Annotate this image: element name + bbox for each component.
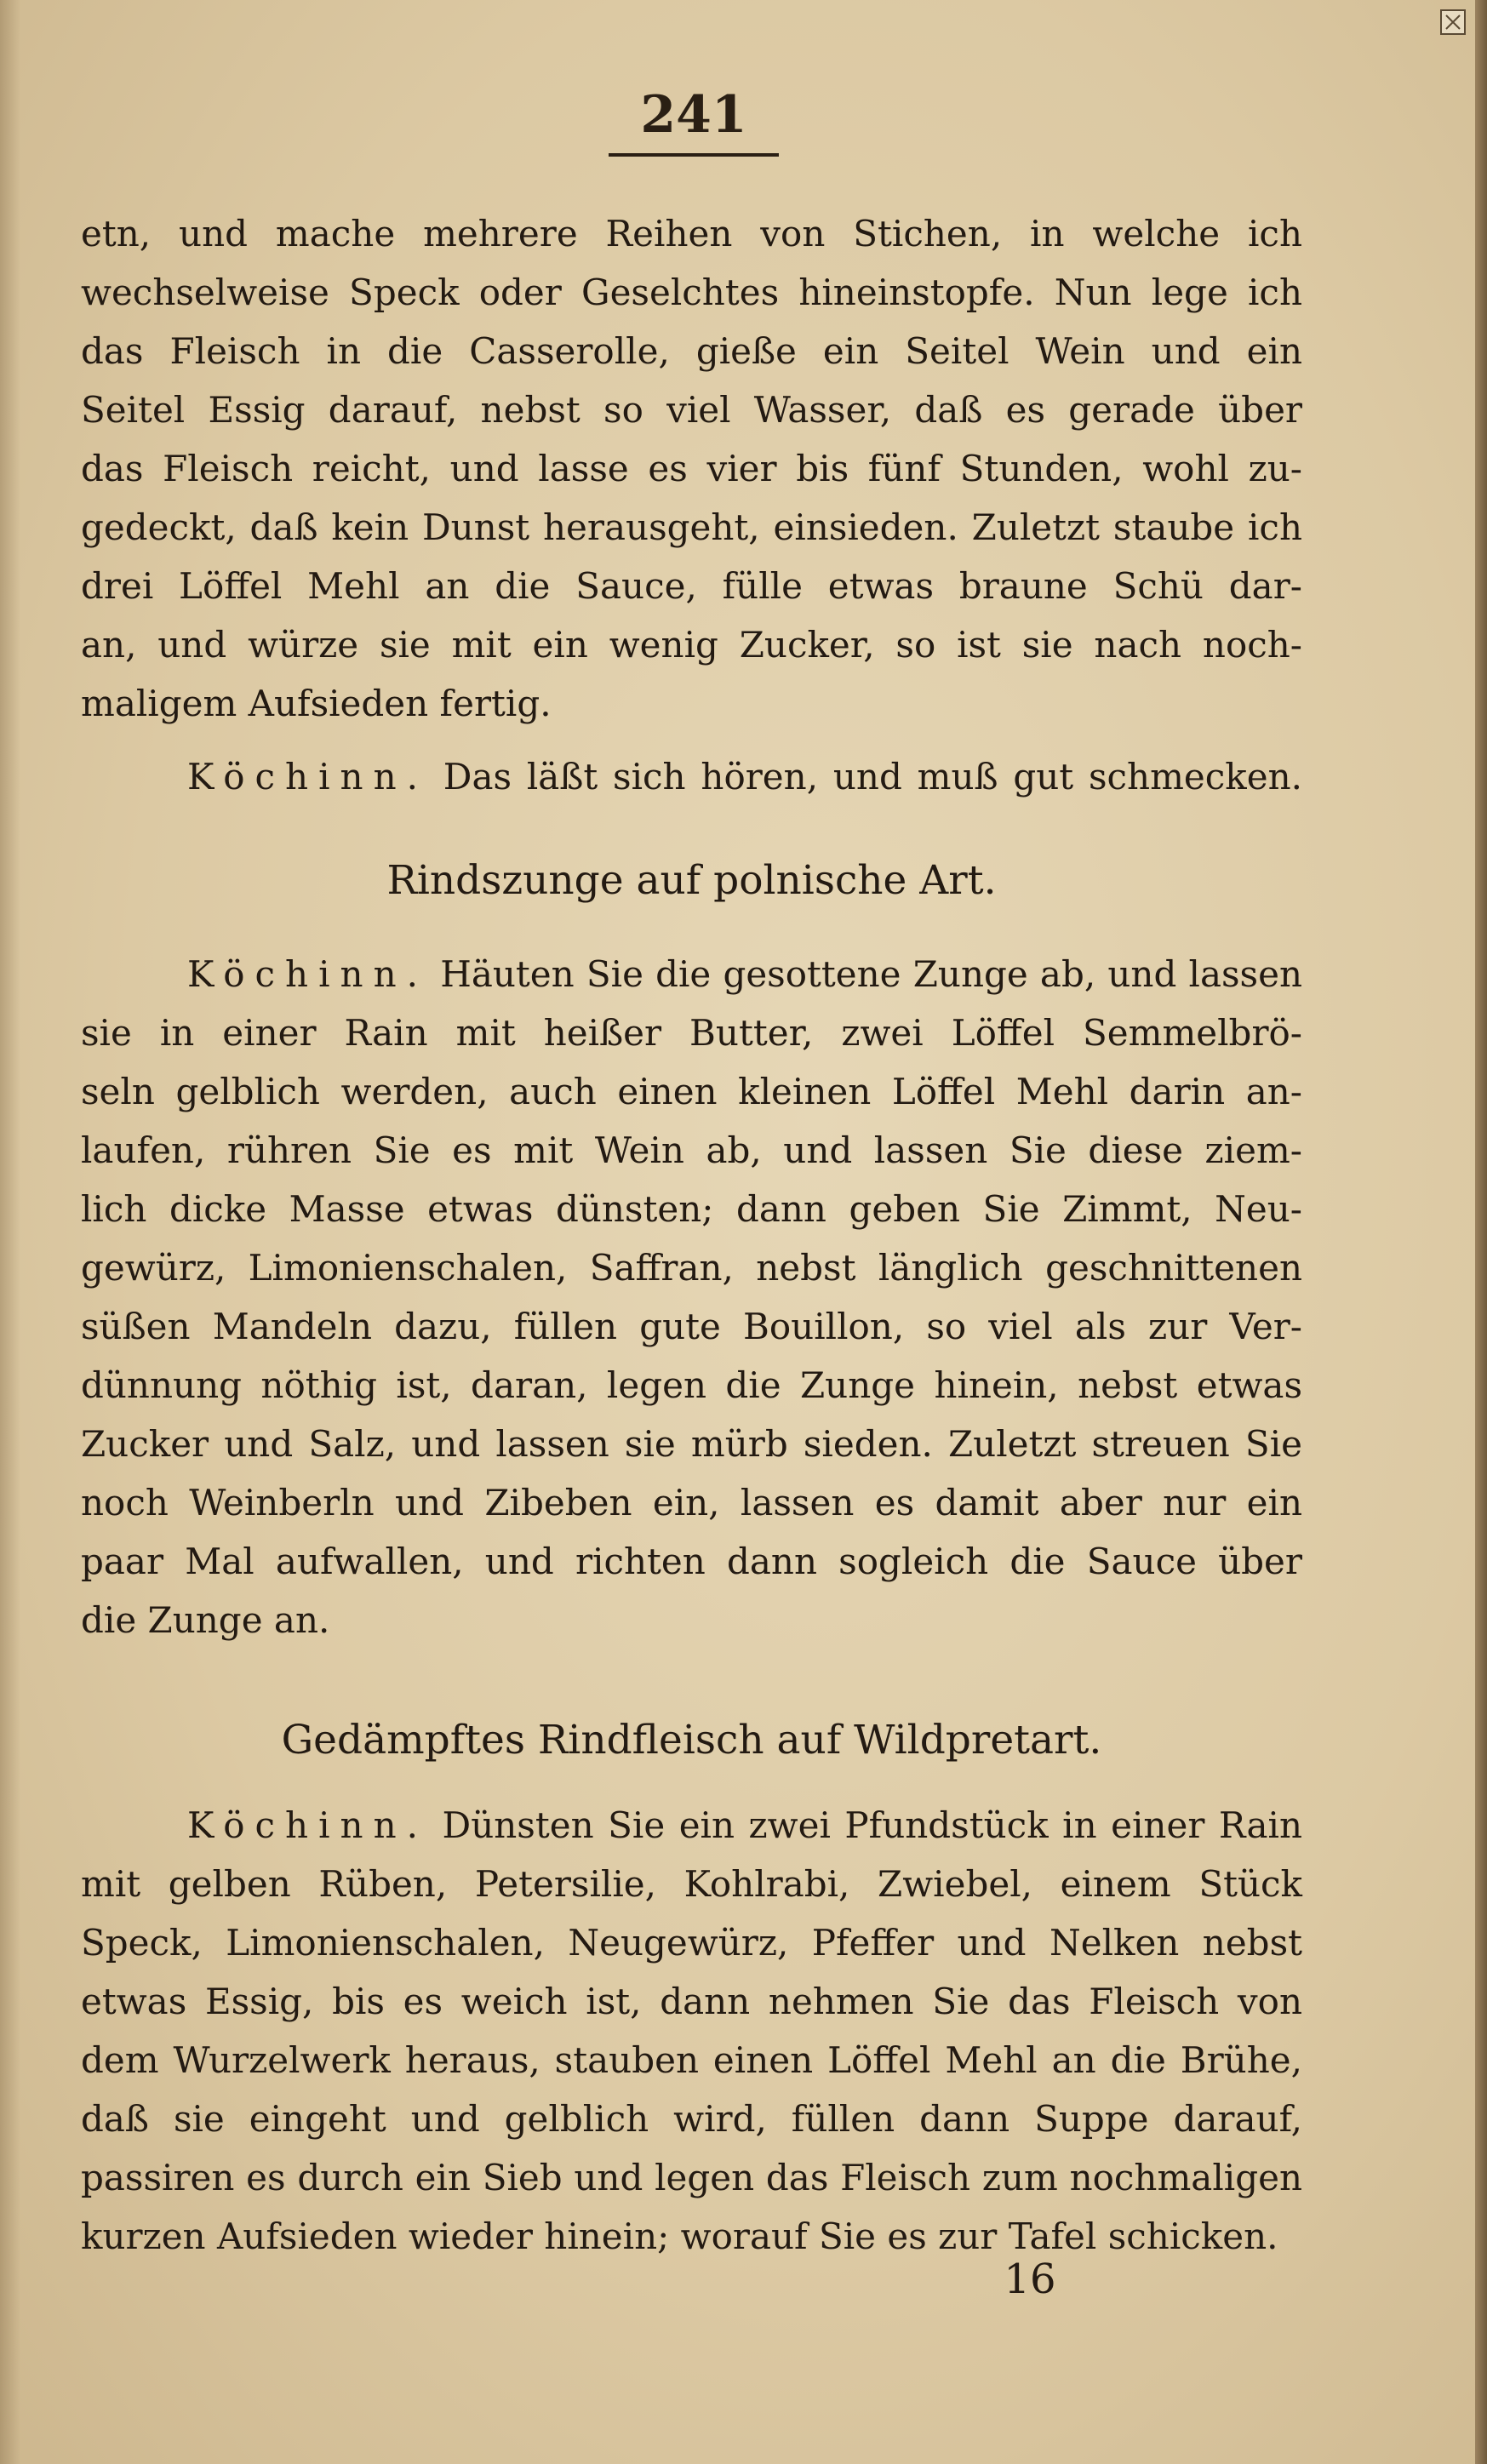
text-line: paar Mal aufwallen, und richten dann sogleich die Sauce über: [81, 1541, 1302, 1582]
page-number: 241: [640, 85, 747, 145]
first-line-text: Dünsten Sie ein zwei Pfundstück in einer Rain: [442, 1804, 1303, 1846]
text-line: seln gelblich werden, auch einen kleinen Löffel Mehl darin an-: [81, 1071, 1302, 1112]
text-line: sie in einer Rain mit heißer Butter, zwei Löffel Semmelbrö-: [81, 1012, 1302, 1054]
text-line: [81, 1796, 1302, 1855]
text-line: das Fleisch reicht, und lasse es vier bis fünf Stunden, wohl zu-: [81, 448, 1302, 489]
continuation-paragraph: [81, 204, 1302, 733]
text-line: das Fleisch in die Casserolle, gieße ein Seitel Wein und ein: [81, 330, 1302, 372]
reply-text: Das läßt sich hören, und muß gut schmecken.: [443, 756, 1302, 798]
speaker-label: Köchinn.: [187, 1804, 428, 1846]
text-line: an, und würze sie mit ein wenig Zucker, so ist sie nach noch-: [81, 624, 1302, 666]
text-line: passiren es durch ein Sieb und legen das Fleisch zum nochmaligen: [81, 2157, 1302, 2198]
text-line: dem Wurzelwerk heraus, stauben einen Löffel Mehl an die Brühe,: [81, 2039, 1302, 2081]
speaker-label: Köchinn.: [187, 756, 428, 798]
text-line: gedeckt, daß kein Dunst herausgeht, einsieden. Zuletzt staube ich: [81, 506, 1302, 548]
text-line: noch Weinberln und Zibeben ein, lassen es damit aber nur ein: [81, 1482, 1302, 1524]
text-line: daß sie eingeht und gelblich wird, füllen dann Suppe darauf,: [81, 2098, 1302, 2140]
text-line: etn, und mache mehrere Reihen von Stichen, in welche ich: [81, 213, 1302, 254]
text-line: Speck, Limonienschalen, Neugewürz, Pfeffer und Nelken nebst: [81, 1922, 1302, 1964]
text-line: drei Löffel Mehl an die Sauce, fülle etwas braune Schü dar-: [81, 565, 1302, 607]
text-line: laufen, rühren Sie es mit Wein ab, und lassen Sie diese ziem-: [81, 1129, 1302, 1171]
text-line: gewürz, Limonienschalen, Saffran, nebst länglich geschnittenen: [81, 1247, 1302, 1289]
speaker-label: Köchinn.: [187, 953, 428, 995]
text-line: wechselweise Speck oder Geselchtes hineinstopfe. Nun lege ich: [81, 272, 1302, 313]
text-line: [81, 945, 1302, 1003]
recipe-paragraph: [81, 1796, 1302, 2266]
text-line: etwas Essig, bis es weich ist, dann nehmen Sie das Fleisch von: [81, 1981, 1302, 2022]
text-line: mit gelben Rüben, Petersilie, Kohlrabi, Zwiebel, einem Stück: [81, 1863, 1302, 1905]
text-line: lich dicke Masse etwas dünsten; dann geben Sie Zimmt, Neu-: [81, 1188, 1302, 1230]
text-line: kurzen Aufsieden wieder hinein; worauf Sie es zur Tafel schicken.: [81, 2215, 1278, 2257]
recipe-title: Rindszunge auf polnische Art.: [386, 857, 997, 904]
recipe-title: Gedämpftes Rindfleisch auf Wildpretart.: [281, 1717, 1102, 1764]
text-line: Zucker und Salz, und lassen sie mürb sieden. Zuletzt streuen Sie: [81, 1423, 1302, 1465]
text-line: dünnung nöthig ist, daran, legen die Zunge hinein, nebst etwas: [81, 1364, 1302, 1406]
first-line-text: Häuten Sie die gesottene Zunge ab, und lassen: [440, 953, 1302, 995]
reply-paragraph: [81, 747, 1302, 806]
text-line: die Zunge an.: [81, 1599, 330, 1641]
text-line: süßen Mandeln dazu, füllen gute Bouillon, so viel als zur Ver-: [81, 1306, 1302, 1347]
binding-shadow: [0, 0, 20, 2464]
reply-line: [81, 747, 1302, 806]
page-edge: [1475, 0, 1487, 2464]
recipe-paragraph: [81, 945, 1302, 1649]
corner-fold-icon: [1439, 9, 1467, 36]
page-number-rule: [609, 153, 779, 157]
signature-mark: 16: [1004, 2255, 1056, 2303]
text-line: Seitel Essig darauf, nebst so viel Wasser, daß es gerade über: [81, 389, 1302, 431]
text-line: maligem Aufsieden fertig.: [81, 683, 552, 724]
